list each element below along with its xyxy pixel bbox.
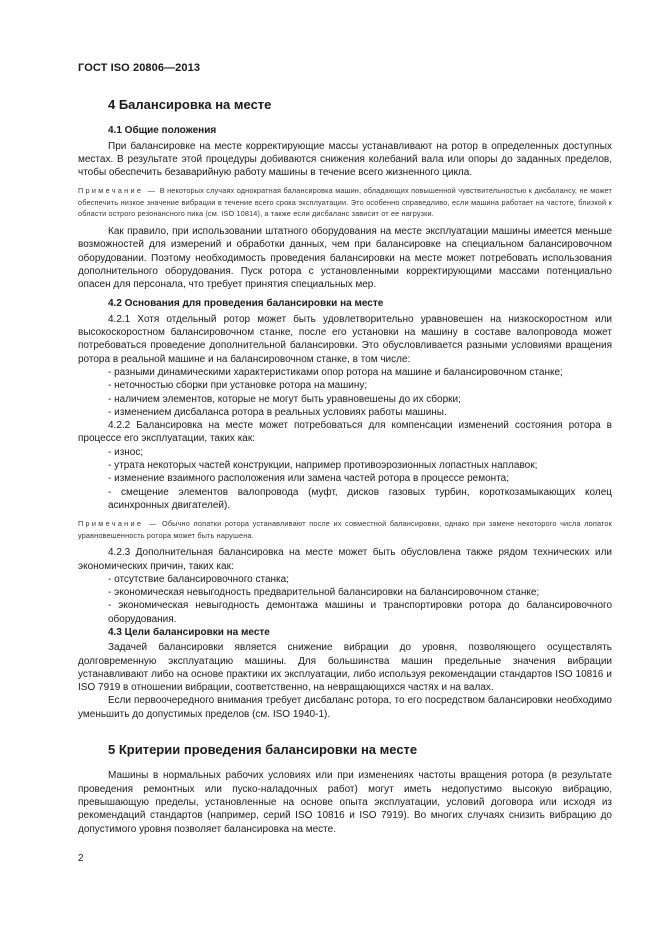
paragraph-4-3-unbalance: Если первоочередного внимания требует дисбаланс ротора, то его посредством балансировки необходимо уменьшить до допустимых пределов (см. ISO 1940-1). [78, 695, 612, 720]
paragraph-4-1-equipment: Как правило, при использовании штатного оборудования на месте эксплуатации машины имеется меньше возможностей для измерений и обработки данных, чем при балансировке на специальном балансировочном оборудовании. Поэтому необходимость проведения балансировки на месте может потребовать использования дополнительного оборудования. Пуск ротора с установленными корректирующими массами потенциально опасен для персонала, что требует принятия специальных мер. [78, 225, 612, 291]
note-text: Обычно лопатки ротора устанавливают после их совместной балансировки, однако при замене некоторого числа лопаток уравновешенность ротора может быть нарушена. [78, 519, 612, 540]
note-4-2 [78, 518, 612, 541]
list-item: - смещение элементов валопровода (муфт, дисков газовых турбин, короткозамыкающих колец асинхронных двигателей). [108, 486, 612, 511]
subsection-4-2-title: 4.2 Основания для проведения балансировки на месте [108, 298, 384, 310]
note-text: В некоторых случаях однократная балансировка машин, обладающих повышенной чувствительностью к дисбалансу, не может обеспечить низкое значение вибрации в течение всего срока эксплуатации. Это особенно справедливо, если машина работает на частоте, близкой к области острого резонансного пика (см. ISO 10814), а также если дисбаланс зависит от ее нагрузки. [78, 186, 612, 219]
paragraph-4-2-1: 4.2.1 Хотя отдельный ротор может быть удовлетворительно уравновешен на низкоскоростном или высокоскоростном балансировочном станке, после его установки на машину в составе валопровода может потребоваться проведение дополнительной балансировки. Это обусловливается разными условиями вращения ротора в реальной машине и на балансировочном станке, в том числе: [78, 313, 612, 365]
note-4-1 [78, 185, 612, 220]
list-item: - отсутствие балансировочного станка; [108, 573, 289, 585]
paragraph-4-3-goal: Задачей балансировки является снижение вибрации до уровня, позволяющего осуществлять долговременную эксплуатацию машины. Для большинства машин предельные значения вибрации устанавливают либо на основе практики их эксплуатации, либо используя рекомендации стандартов ISO 10816 и ISO 7919 в отношении вибрации, соответственно, на невращающихся частях и на валах. [78, 642, 612, 694]
list-item: - изменение взаимного расположения или замена частей ротора в процессе ремонта; [108, 473, 510, 485]
list-item: - неточностью сборки при установке ротора на машину; [108, 380, 368, 392]
document-header: ГОСТ ISO 20806—2013 [78, 62, 201, 74]
subsection-4-1-title: 4.1 Общие положения [108, 125, 217, 137]
section-5-title: 5 Критерии проведения балансировки на месте [108, 742, 418, 758]
list-item: - наличием элементов, которые не могут быть уравновешены до их сборки; [108, 393, 461, 405]
paragraph-4-2-2: 4.2.2 Балансировка на месте может потребоваться для компенсации изменений состояния ротора в процессе его эксплуатации, таких как: [78, 420, 612, 445]
section-4-title: 4 Балансировка на месте [108, 97, 272, 112]
list-item: - утрата некоторых частей конструкции, например противоэрозионных лопастных наплавок; [108, 460, 538, 472]
list-item: - разными динамическими характеристиками опор ротора на машине и балансировочном станке; [108, 366, 563, 378]
list-item: - износ; [108, 446, 144, 458]
document-body [78, 90, 612, 836]
note-label: Примечание — [78, 519, 159, 529]
paragraph-4-1-intro: При балансировке на месте корректирующие массы устанавливают на ротор в определенных доступных местах. В результате этой процедуры добиваются снижения колебаний вала или опоры до заданных пределов, чтобы обеспечить безаварийную работу машины в течение всего жизненного цикла. [78, 140, 612, 179]
note-label: Примечание — [78, 186, 158, 196]
list-item: - экономическая невыгодность предварительной балансировки на балансировочном станке; [108, 587, 540, 599]
paragraph-4-2-3: 4.2.3 Дополнительная балансировка на месте может быть обусловлена также рядом технических или экономических причин, таких как: [78, 547, 612, 572]
paragraph-5-criteria: Машины в нормальных рабочих условиях или при изменениях частоты вращения ротора (в результате проведения ремонтных или пуско-наладочных работ) могут иметь недопустимо высокую вибрацию, превышающую пределы, установленные на основе опыта эксплуатации, условий договора или исходя из рекомендаций стандартов (например, серий ISO 10816 и ISO 7919). Во многих случаях снизить вибрацию до допустимого уровня позволяет балансировка на месте. [78, 770, 612, 835]
subsection-4-3-title: 4.3 Цели балансировки на месте [108, 627, 270, 638]
list-item: - экономическая невыгодность демонтажа машины и транспортировки ротора до балансировочного оборудования. [108, 600, 612, 625]
page-number: 2 [78, 853, 84, 864]
list-item: - изменением дисбаланса ротора в реальных условиях работы машины. [108, 406, 447, 418]
